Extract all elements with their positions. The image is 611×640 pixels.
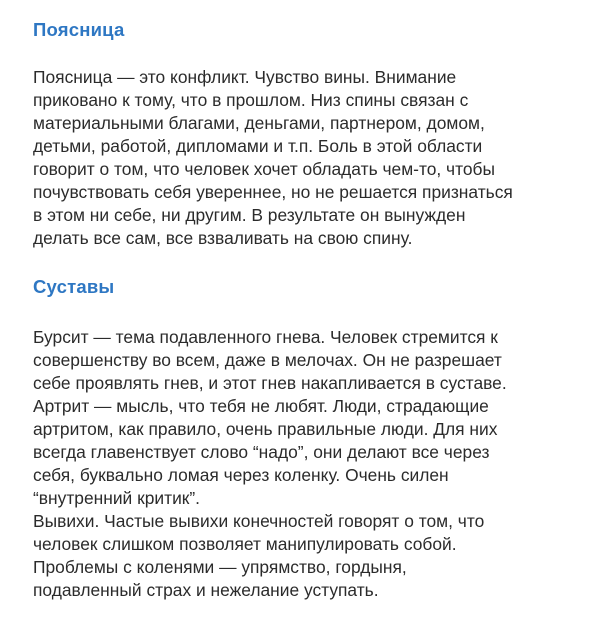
paragraph-line: почувствовать себя увереннее, но не решается признаться xyxy=(33,182,513,202)
paragraph-line: Поясница — это конфликт. Чувство вины. Внимание xyxy=(33,67,457,87)
paragraph-line: материальными благами, деньгами, партнером, домом, xyxy=(33,113,485,133)
section-title-sustavy: Суставы xyxy=(33,276,115,297)
paragraph-line: детьми, работой, дипломами и т.п. Боль в этой области xyxy=(33,136,483,156)
paragraph-line: “внутренний критик”. xyxy=(33,488,201,508)
paragraph-line: Бурсит — тема подавленного гнева. Человек стремится к xyxy=(33,327,498,347)
paragraph-line: всегда главенствует слово “надо”, они делают все через xyxy=(33,442,490,462)
paragraph-line: делать все сам, все взваливать на свою спину. xyxy=(33,228,413,248)
paragraph-line: себе проявлять гнев, и этот гнев накапливается в суставе. xyxy=(33,373,507,393)
paragraph-line: в этом ни себе, ни другим. В результате он вынужден xyxy=(33,205,466,225)
section-title-poyasnitsa: Поясница xyxy=(33,19,125,40)
section-body-sustavy xyxy=(33,326,593,602)
paragraph-line: подавленный страх и нежелание уступать. xyxy=(33,580,379,600)
paragraph-line: Вывихи. Частые вывихи конечностей говорят о том, что xyxy=(33,511,485,531)
paragraph-line: Проблемы с коленями — упрямство, гордыня, xyxy=(33,557,407,577)
paragraph-line: артритом, как правило, очень правильные люди. Для них xyxy=(33,419,498,439)
paragraph-line: приковано к тому, что в прошлом. Низ спины связан с xyxy=(33,90,469,110)
paragraph-line: Артрит — мысль, что тебя не любят. Люди, страдающие xyxy=(33,396,489,416)
paragraph-line: человек слишком позволяет манипулировать собой. xyxy=(33,534,457,554)
paragraph-line: себя, буквально ломая через коленку. Очень силен xyxy=(33,465,449,485)
section-body-poyasnitsa xyxy=(33,66,593,250)
paragraph-line: совершенству во всем, даже в мелочах. Он не разрешает xyxy=(33,350,502,370)
paragraph-line: говорит о том, что человек хочет обладать чем-то, чтобы xyxy=(33,159,496,179)
